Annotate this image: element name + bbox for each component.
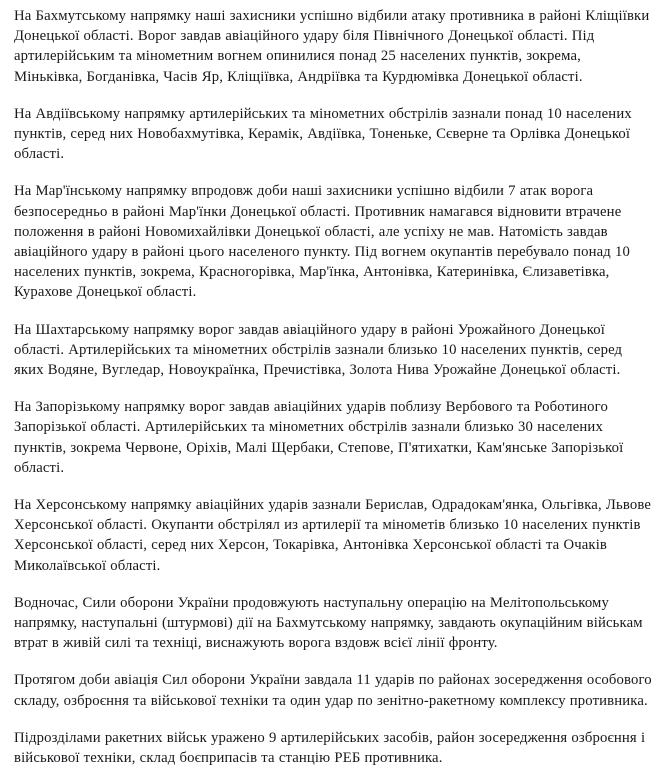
paragraph: На Бахмутському напрямку наші захисники успішно відбили атаку противника в районі Кліщіївки Донецької області. Ворог завдав авіаційного удару біля Північного Донецької області. Під артилерійським та мінометним вогнем опинилися понад 25 населених пунктів, зокрема, Міньківка, Богданівка, Часів Яр, Кліщіївка, Андріївка та Курдюмівка Донецької області. — [14, 8, 650, 85]
paragraph: На Херсонському напрямку авіаційних ударів зазнали Берислав, Одрадокам'янка, Ольгівка, Львове Херсонської області. Окупанти обстрілял из артилерії та мінометів близько 10 населених пунктів Херсонської області, серед них Херсон, Токарівка, Антонівка Херсонської області та Очаків Миколаївської області. — [14, 497, 651, 574]
paragraph: На Запорізькому напрямку ворог завдав авіаційних ударів поблизу Вербового та Роботиного Запорізької області. Артилерійських та мінометних обстрілів зазнали близько 30 населених пунктів, зокрема Червоне, Оріхів, Малі Щербаки, Степове, П'ятихатки, Кам'янське Запорізької області. — [14, 399, 624, 476]
paragraph: На Авдіївському напрямку артилерійських та мінометних обстрілів зазнали понад 10 населених пунктів, серед них Новобахмутівка, Керамік, Авдіївка, Тоненьке, Сєверне та Орлівка Донецької області. — [14, 105, 632, 163]
paragraph: Водночас, Сили оборони України продовжують наступальну операцію на Мелітопольському напрямку, наступальні (штурмові) дії на Бахмутському напрямку, завдають окупаційним військам втрат в живій силі та техніці, виснажують ворога вздовж всієї лінії фронту. — [14, 594, 643, 652]
paragraph: Підрозділами ракетних військ уражено 9 артилерійських засобів, район зосередження озброєння і військової техніки, склад боєприпасів та станцію РЕБ противника. — [14, 729, 646, 767]
paragraph: На Мар'їнському напрямку впродовж доби наші захисники успішно відбили 7 атак ворога безпосередньо в районі Мар'їнки Донецької області. Противник намагався відновити втрачене положення в районі Новомихайлівки Донецької області, але успіху не мав. Натомість завдав авіаційного удару в районі цього населеного пункту. Під вогнем окупантів перебувало понад 10 населених пунктів, зокрема, Красногорівка, Мар'їнка, Антонівка, Катеринівка, Єлизаветівка, Курахове Донецької області. — [14, 183, 630, 301]
paragraph: Протягом доби авіація Сил оборони України завдала 11 ударів по районах зосередження особового складу, озброєння та військової техніки та один удар по зенітно-ракетному комплексу противника. — [14, 672, 652, 709]
paragraph: На Шахтарському напрямку ворог завдав авіаційного удару в районі Урожайного Донецької області. Артилерійських та мінометних обстрілів зазнали близько 10 населених пунктів, серед яких Водяне, Вугледар, Новоукраїнка, Пречистівка, Золота Нива Урожайне Донецької області. — [14, 321, 623, 379]
